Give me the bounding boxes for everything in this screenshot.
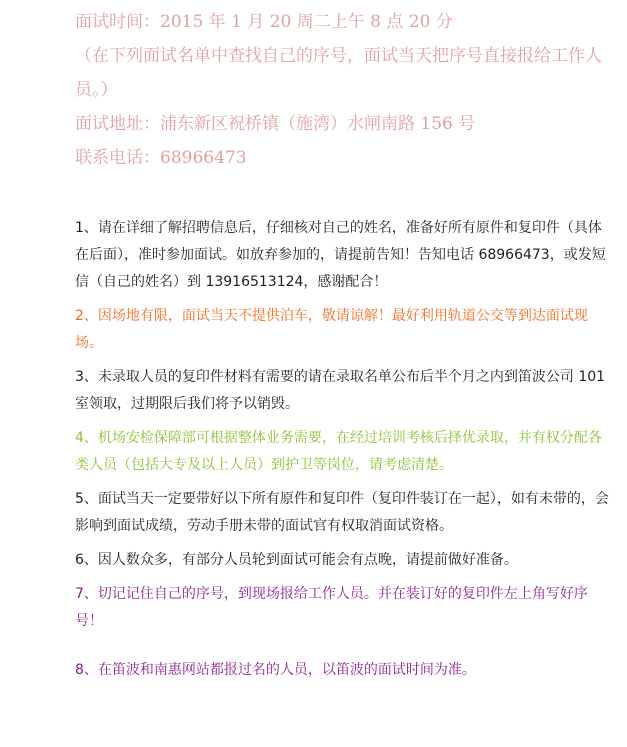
document-body [75,0,615,691]
notice-2: 2、因场地有限，面试当天不提供泊车，敬请谅解！最好利用轨道公交等到达面试现场。 [75,308,588,351]
interview-note: （在下列面试名单中查找自己的序号，面试当天把序号直接报给工作人员。） [75,46,602,100]
notice-8: 8、在笛波和南惠网站都报过名的人员，以笛波的面试时间为准。 [75,662,476,678]
notice-list [75,215,615,684]
notice-1: 1、请在详细了解招聘信息后，仔细核对自己的姓名，准备好所有原件和复印件（具体在后面），准时参加面试。如放弃参加的，请提前告知！告知电话 68966473，或发短信（自己的姓名）到 13916513124，感谢配合！ [75,220,606,290]
notice-5: 5、面试当天一定要带好以下所有原件和复印件（复印件装订在一起），如有未带的，会影响到面试成绩，劳动手册未带的面试官有权取消面试资格。 [75,491,609,534]
contact-phone: 联系电话：68966473 [75,148,247,168]
notice-4: 4、机场安检保障部可根据整体业务需要，在经过培训考核后择优录取，并有权分配各类人员（包括大专及以上人员）到护卫等岗位，请考虑清楚。 [75,430,602,473]
interview-address: 面试地址：浦东新区祝桥镇（施湾）水闸南路 156 号 [75,114,476,134]
notice-6: 6、因人数众多，有部分人员轮到面试可能会有点晚，请提前做好准备。 [75,552,518,568]
notice-3: 3、未录取人员的复印件材料有需要的请在录取名单公布后半个月之内到笛波公司 101 室领取，过期限后我们将予以销毁。 [75,369,606,412]
notice-7: 7、切记记住自己的序号，到现场报给工作人员。并在装订好的复印件左上角写好序号！ [75,586,588,629]
interview-time: 面试时间：2015 年 1 月 20 周二上午 8 点 20 分 [75,12,453,32]
